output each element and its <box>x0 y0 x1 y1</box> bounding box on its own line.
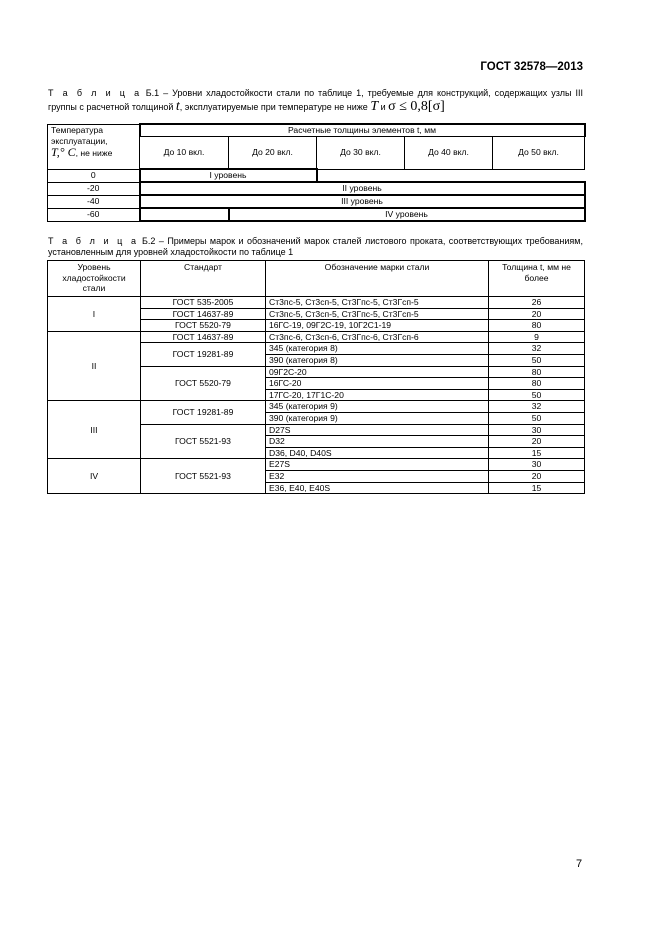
table2-grade: 09Г2С-20 <box>266 366 489 378</box>
table2-head-level: Уровень хладостойкости стали <box>48 261 141 297</box>
table1-caption-T: T <box>370 99 379 114</box>
table2-head-thickness: Толщина t, мм не более <box>489 261 585 297</box>
table1-head-temp <box>48 124 140 169</box>
table1-caption-label: Т а б л и ц а <box>48 88 142 98</box>
table2-grade: Ст3пс-5, Ст3сп-5, Ст3Гпс-5, Ст3Гсп-5 <box>266 308 489 320</box>
table2-level: I <box>48 297 141 332</box>
table2-caption <box>48 236 583 258</box>
table2-thickness: 26 <box>489 297 585 309</box>
table2-thickness: 15 <box>489 447 585 459</box>
table1-level: I уровень <box>140 169 317 182</box>
table2-grade: 345 (категория 9) <box>266 401 489 413</box>
table1-caption <box>48 86 583 114</box>
table2-thickness: 80 <box>489 320 585 332</box>
document-code: ГОСТ 32578—2013 <box>480 61 583 73</box>
table2-grade: Ст3пс-5, Ст3сп-5, Ст3Гпс-5, Ст3Гсп-5 <box>266 297 489 309</box>
table2-thickness: 80 <box>489 378 585 390</box>
table2-thickness: 30 <box>489 424 585 436</box>
table1-temp: -20 <box>48 182 140 195</box>
table2-level: IV <box>48 459 141 494</box>
table1-col: До 40 вкл. <box>405 136 493 169</box>
table1-head-temp-symbol: T,° C <box>51 144 76 159</box>
table2-standard: ГОСТ 535-2005 <box>141 297 266 309</box>
table1-level: II уровень <box>140 182 585 195</box>
table2-grade: Ст3пс-6, Ст3сп-6, Ст3Гпс-6, Ст3Гсп-6 <box>266 331 489 343</box>
table2-grade: 345 (категория 8) <box>266 343 489 355</box>
table2-thickness: 9 <box>489 331 585 343</box>
table2-grade: E36, E40, E40S <box>266 482 489 494</box>
table2-thickness: 50 <box>489 354 585 366</box>
table2-thickness: 80 <box>489 366 585 378</box>
table2-standard: ГОСТ 14637-89 <box>141 308 266 320</box>
table2-grade: 16ГС-20 <box>266 378 489 390</box>
table1-empty <box>140 208 229 221</box>
table2-thickness: 15 <box>489 482 585 494</box>
table2-thickness: 50 <box>489 412 585 424</box>
table2-caption-label: Т а б л и ц а <box>48 236 139 246</box>
table1-col: До 10 вкл. <box>140 136 229 169</box>
table2-grade: D27S <box>266 424 489 436</box>
table1 <box>47 123 586 222</box>
table2-standard: ГОСТ 5521-93 <box>141 424 266 459</box>
table2-grade: D36, D40, D40S <box>266 447 489 459</box>
table2-grade: D32 <box>266 436 489 448</box>
table1-head-thickness: Расчетные толщины элементов t, мм <box>140 124 585 136</box>
table1-head-temp-line2: эксплуатации, <box>51 135 108 146</box>
table2-level: III <box>48 401 141 459</box>
table1-temp: -60 <box>48 208 140 221</box>
table2-caption-text: Б.2 – Примеры марок и обозначений марок сталей листового проката, соответствующих требованиям, установленным для уровней хладостойкости по таблице 1 <box>48 236 583 257</box>
table2-thickness: 20 <box>489 308 585 320</box>
table2-standard: ГОСТ 5521-93 <box>141 459 266 494</box>
table1-temp: -40 <box>48 195 140 208</box>
table2-standard: ГОСТ 5520-79 <box>141 366 266 401</box>
table1-col: До 50 вкл. <box>493 136 585 169</box>
table2-grade: 17ГС-20, 17Г1С-20 <box>266 389 489 401</box>
table1-caption-and: и <box>380 102 386 112</box>
table1-col: До 20 вкл. <box>229 136 317 169</box>
page-number: 7 <box>576 858 583 870</box>
table2-grade: 16ГС-19, 09Г2С-19, 10Г2С1-19 <box>266 320 489 332</box>
table2-thickness: 20 <box>489 436 585 448</box>
table1-level: III уровень <box>140 195 585 208</box>
table1-level: IV уровень <box>229 208 585 221</box>
table2-grade: E32 <box>266 470 489 482</box>
table2-thickness: 50 <box>489 389 585 401</box>
table2-thickness: 30 <box>489 459 585 471</box>
table1-caption-text: Б.1 – Уровни хладостойкости стали по таблице 1, требуемые для конструкций, содержащих узлы III группы с расчетной толщиной <box>48 88 583 112</box>
table2-standard: ГОСТ 5520-79 <box>141 320 266 332</box>
table2-head-grade: Обозначение марки стали <box>266 261 489 297</box>
table2-standard: ГОСТ 14637-89 <box>141 331 266 343</box>
table1-head-temp-line1: Температура <box>51 124 104 135</box>
table1-caption-tail: , эксплуатируемые при температуре не ниже <box>179 102 368 112</box>
table1-col: До 30 вкл. <box>317 136 405 169</box>
table2-thickness: 20 <box>489 470 585 482</box>
table1-caption-t: t <box>175 99 180 114</box>
table1-temp: 0 <box>48 169 140 182</box>
table2-grade: 390 (категория 8) <box>266 354 489 366</box>
table2-level: II <box>48 331 141 401</box>
table2-standard: ГОСТ 19281-89 <box>141 343 266 366</box>
table2-thickness: 32 <box>489 343 585 355</box>
table1-caption-condition: σ ≤ 0,8[σ] <box>388 99 445 114</box>
table2-grade: E27S <box>266 459 489 471</box>
table1-head-temp-tail: , не ниже <box>75 147 113 158</box>
table2-thickness: 32 <box>489 401 585 413</box>
table1-empty <box>317 169 585 182</box>
table2 <box>47 260 585 494</box>
table2-grade: 390 (категория 9) <box>266 412 489 424</box>
table2-head-standard: Стандарт <box>141 261 266 297</box>
table2-standard: ГОСТ 19281-89 <box>141 401 266 424</box>
